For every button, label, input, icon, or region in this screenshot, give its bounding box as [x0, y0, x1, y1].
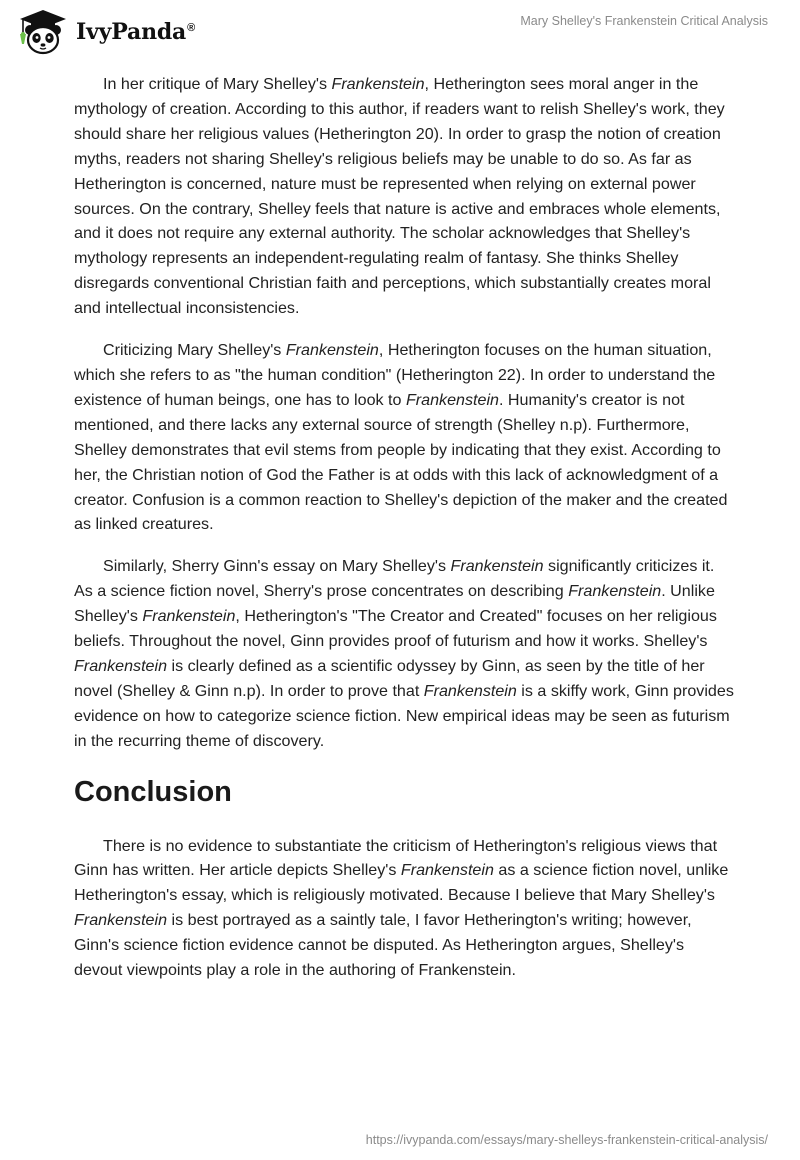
- text-run: . Humanity's creator is not mentioned, and there lacks any external source of strength (Shelley n.p). Furthermore, Shelley demonstrates that evil stems from people by indicating that they exist. According to her, the Christian notion of God the Father is at odds with this lack of acknowledgment of a creator. Confusion is a common reaction to Shelley's depiction of the maker and the created as linked creatures.: [74, 390, 728, 534]
- italic-title: Frankenstein: [568, 582, 662, 601]
- text-run: is best portrayed as a saintly tale, I favor Hetherington's writing; however, Ginn's science fiction evidence cannot be disputed. As Hetherington argues, Shelley's devout viewpoints play a role in the authoring of Frankenstein.: [74, 911, 692, 980]
- section-heading: Conclusion: [74, 775, 232, 808]
- text-run: as a science fiction novel, unlike Hetherington's essay, which is religiously motivated. Because I believe that Mary Shelley's: [74, 861, 729, 905]
- paragraph: [74, 834, 734, 983]
- italic-title: Frankenstein: [331, 75, 425, 93]
- paragraph: [74, 338, 734, 537]
- logo[interactable]: [14, 8, 195, 56]
- paragraph: [74, 554, 734, 753]
- italic-title: Frankenstein: [285, 341, 379, 360]
- text-run: , Hetherington focuses on the human situation, which she refers to as "the human condition" (Hetherington 22). In order to understand the existence of human beings, one has to look to: [74, 341, 716, 409]
- text-run: is clearly defined as a scientific odyssey by Ginn, as seen by the title of her novel (Shelley & Ginn n.p). In order to prove that: [74, 656, 705, 700]
- italic-title: Frankenstein: [400, 861, 494, 880]
- italic-title: Frankenstein: [423, 681, 517, 700]
- document-title: Mary Shelley's Frankenstein Critical Analysis: [520, 14, 768, 28]
- logo-text: IvyPanda®: [76, 19, 196, 45]
- text-run: , Hetherington sees moral anger in the mythology of creation. According to this author, if readers want to relish Shelley's work, they should share her religious values (Hetherington 20). In order to grasp the notion of creation myths, readers not sharing Shelley's religious beliefs may be unable to do so. As far as Hetherington is concerned, nature must be represented when relying on external power sources. On the contrary, Shelley feels that nature is active and embraces whole elements, and it does not require any external authority. The scholar acknowledges that Shelley's mythology represents an independent-regulating realm of fantasy. She thinks Shelley disregards conventional Christian faith and perceptions, which substantially creates moral and intellectual inconsistencies.: [74, 75, 725, 318]
- page-header: [0, 0, 800, 60]
- text-run: There is no evidence to substantiate the criticism of Hetherington's religious views that Ginn has written. Her article depicts Shelley's: [74, 836, 718, 880]
- italic-title: Frankenstein: [405, 390, 499, 409]
- panda-logo-icon: [14, 8, 72, 56]
- text-run: In her critique of Mary Shelley's: [103, 75, 332, 93]
- text-run: Similarly, Sherry Ginn's essay on Mary Shelley's: [103, 557, 451, 576]
- essay-body: [74, 72, 734, 1000]
- text-run: Criticizing Mary Shelley's: [103, 341, 286, 360]
- source-url: https://ivypanda.com/essays/mary-shelleys-frankenstein-critical-analysis/: [365, 1133, 768, 1147]
- text-run: is a skiffy work, Ginn provides evidence on how to categorize science fiction. New empirical ideas may be seen as futurism in the recurring theme of discovery.: [74, 681, 734, 750]
- italic-title: Frankenstein: [74, 656, 168, 675]
- italic-title: Frankenstein: [142, 607, 236, 626]
- text-run: . Unlike Shelley's: [74, 582, 715, 626]
- text-run: , Hetherington's "The Creator and Created" focuses on her religious beliefs. Throughout the novel, Ginn provides proof of futurism and how it works. Shelley's: [74, 607, 717, 651]
- paragraph: [74, 72, 734, 321]
- italic-title: Frankenstein: [74, 911, 168, 930]
- italic-title: Frankenstein: [450, 557, 544, 576]
- text-run: significantly criticizes it. As a science fiction novel, Sherry's prose concentrates on describing: [74, 557, 715, 601]
